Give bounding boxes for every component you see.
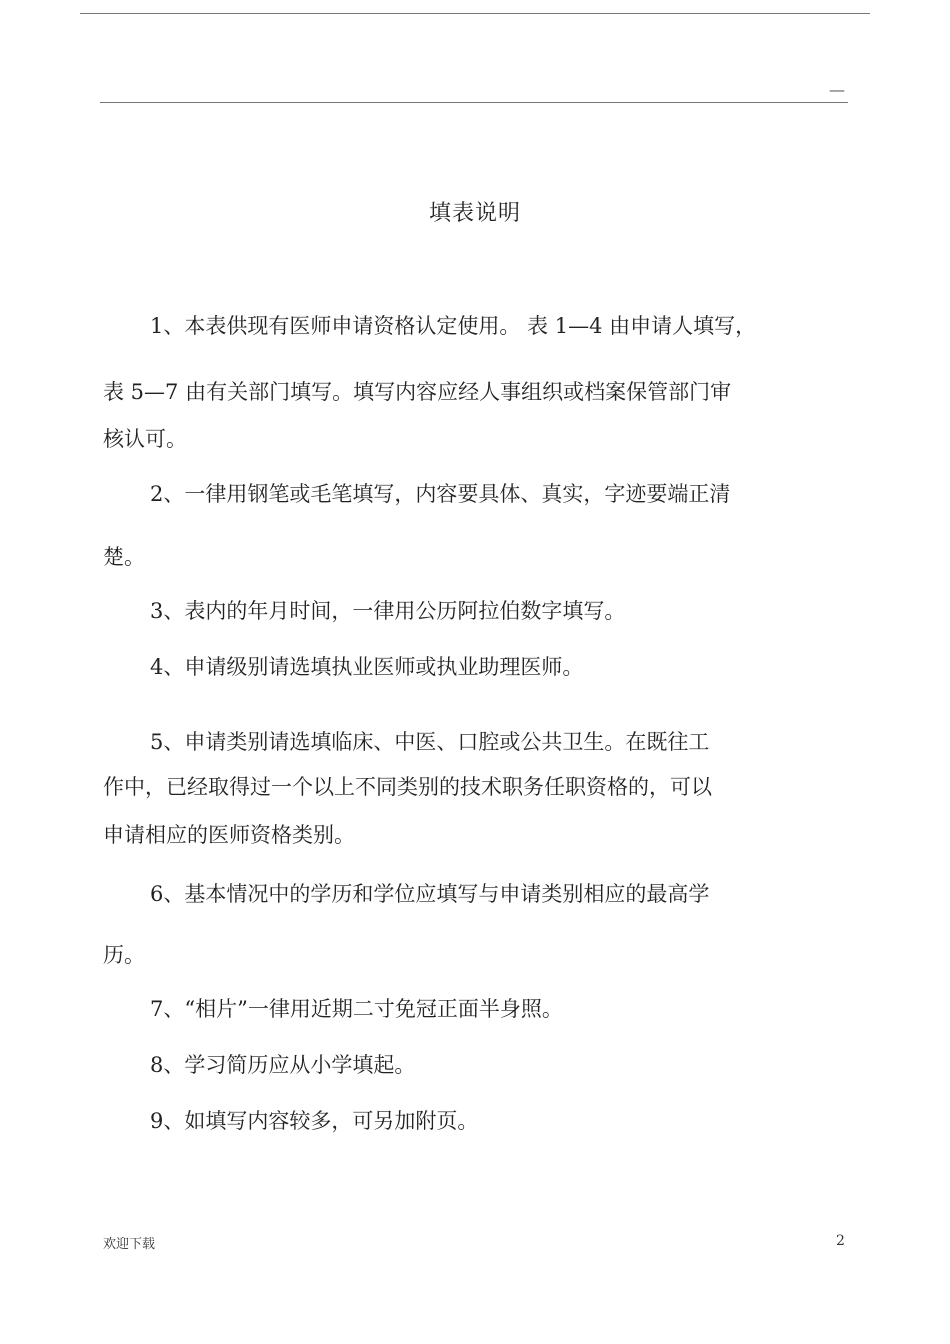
item-2-line-2: 楚。 bbox=[103, 545, 145, 569]
item-6-line-1: 6、基本情况中的学历和学位应填写与申请类别相应的最高学 bbox=[150, 882, 710, 906]
header-rule bbox=[100, 102, 848, 103]
item-1-line-3: 核认可。 bbox=[103, 427, 187, 451]
item-1-line-2: 表 5—7 由有关部门填写。填写内容应经人事组织或档案保管部门审 bbox=[103, 380, 732, 404]
item-5-line-2: 作中，已经取得过一个以上不同类别的技术职务任职资格的，可以 bbox=[103, 775, 712, 799]
item-9-line-1: 9、如填写内容较多，可另加附页。 bbox=[150, 1109, 479, 1133]
item-6-line-2: 历。 bbox=[103, 943, 145, 967]
item-1-line-1: 1、本表供现有医师申请资格认定使用。 表 1—4 由申请人填写， bbox=[150, 314, 757, 338]
item-8-line-1: 8、学习简历应从小学填起。 bbox=[150, 1053, 416, 1077]
item-2-line-1: 2、一律用钢笔或毛笔填写，内容要具体、真实，字迹要端正清 bbox=[150, 482, 731, 506]
item-3-line-1: 3、表内的年月时间，一律用公历阿拉伯数字填写。 bbox=[150, 599, 626, 623]
header-mark: — bbox=[829, 80, 845, 99]
item-5-line-1: 5、申请类别请选填临床、中医、口腔或公共卫生。在既往工 bbox=[150, 730, 710, 754]
footer-text: 欢迎下载 bbox=[103, 1237, 156, 1252]
page-number: 2 bbox=[836, 1233, 845, 1249]
item-4-line-1: 4、申请级别请选填执业医师或执业助理医师。 bbox=[150, 655, 584, 679]
item-7-line-1: 7、“相片”一律用近期二寸免冠正面半身照。 bbox=[150, 997, 563, 1021]
item-5-line-3: 申请相应的医师资格类别。 bbox=[103, 823, 355, 847]
page-title: 填表说明 bbox=[428, 201, 521, 226]
header-rule-top bbox=[80, 13, 870, 14]
